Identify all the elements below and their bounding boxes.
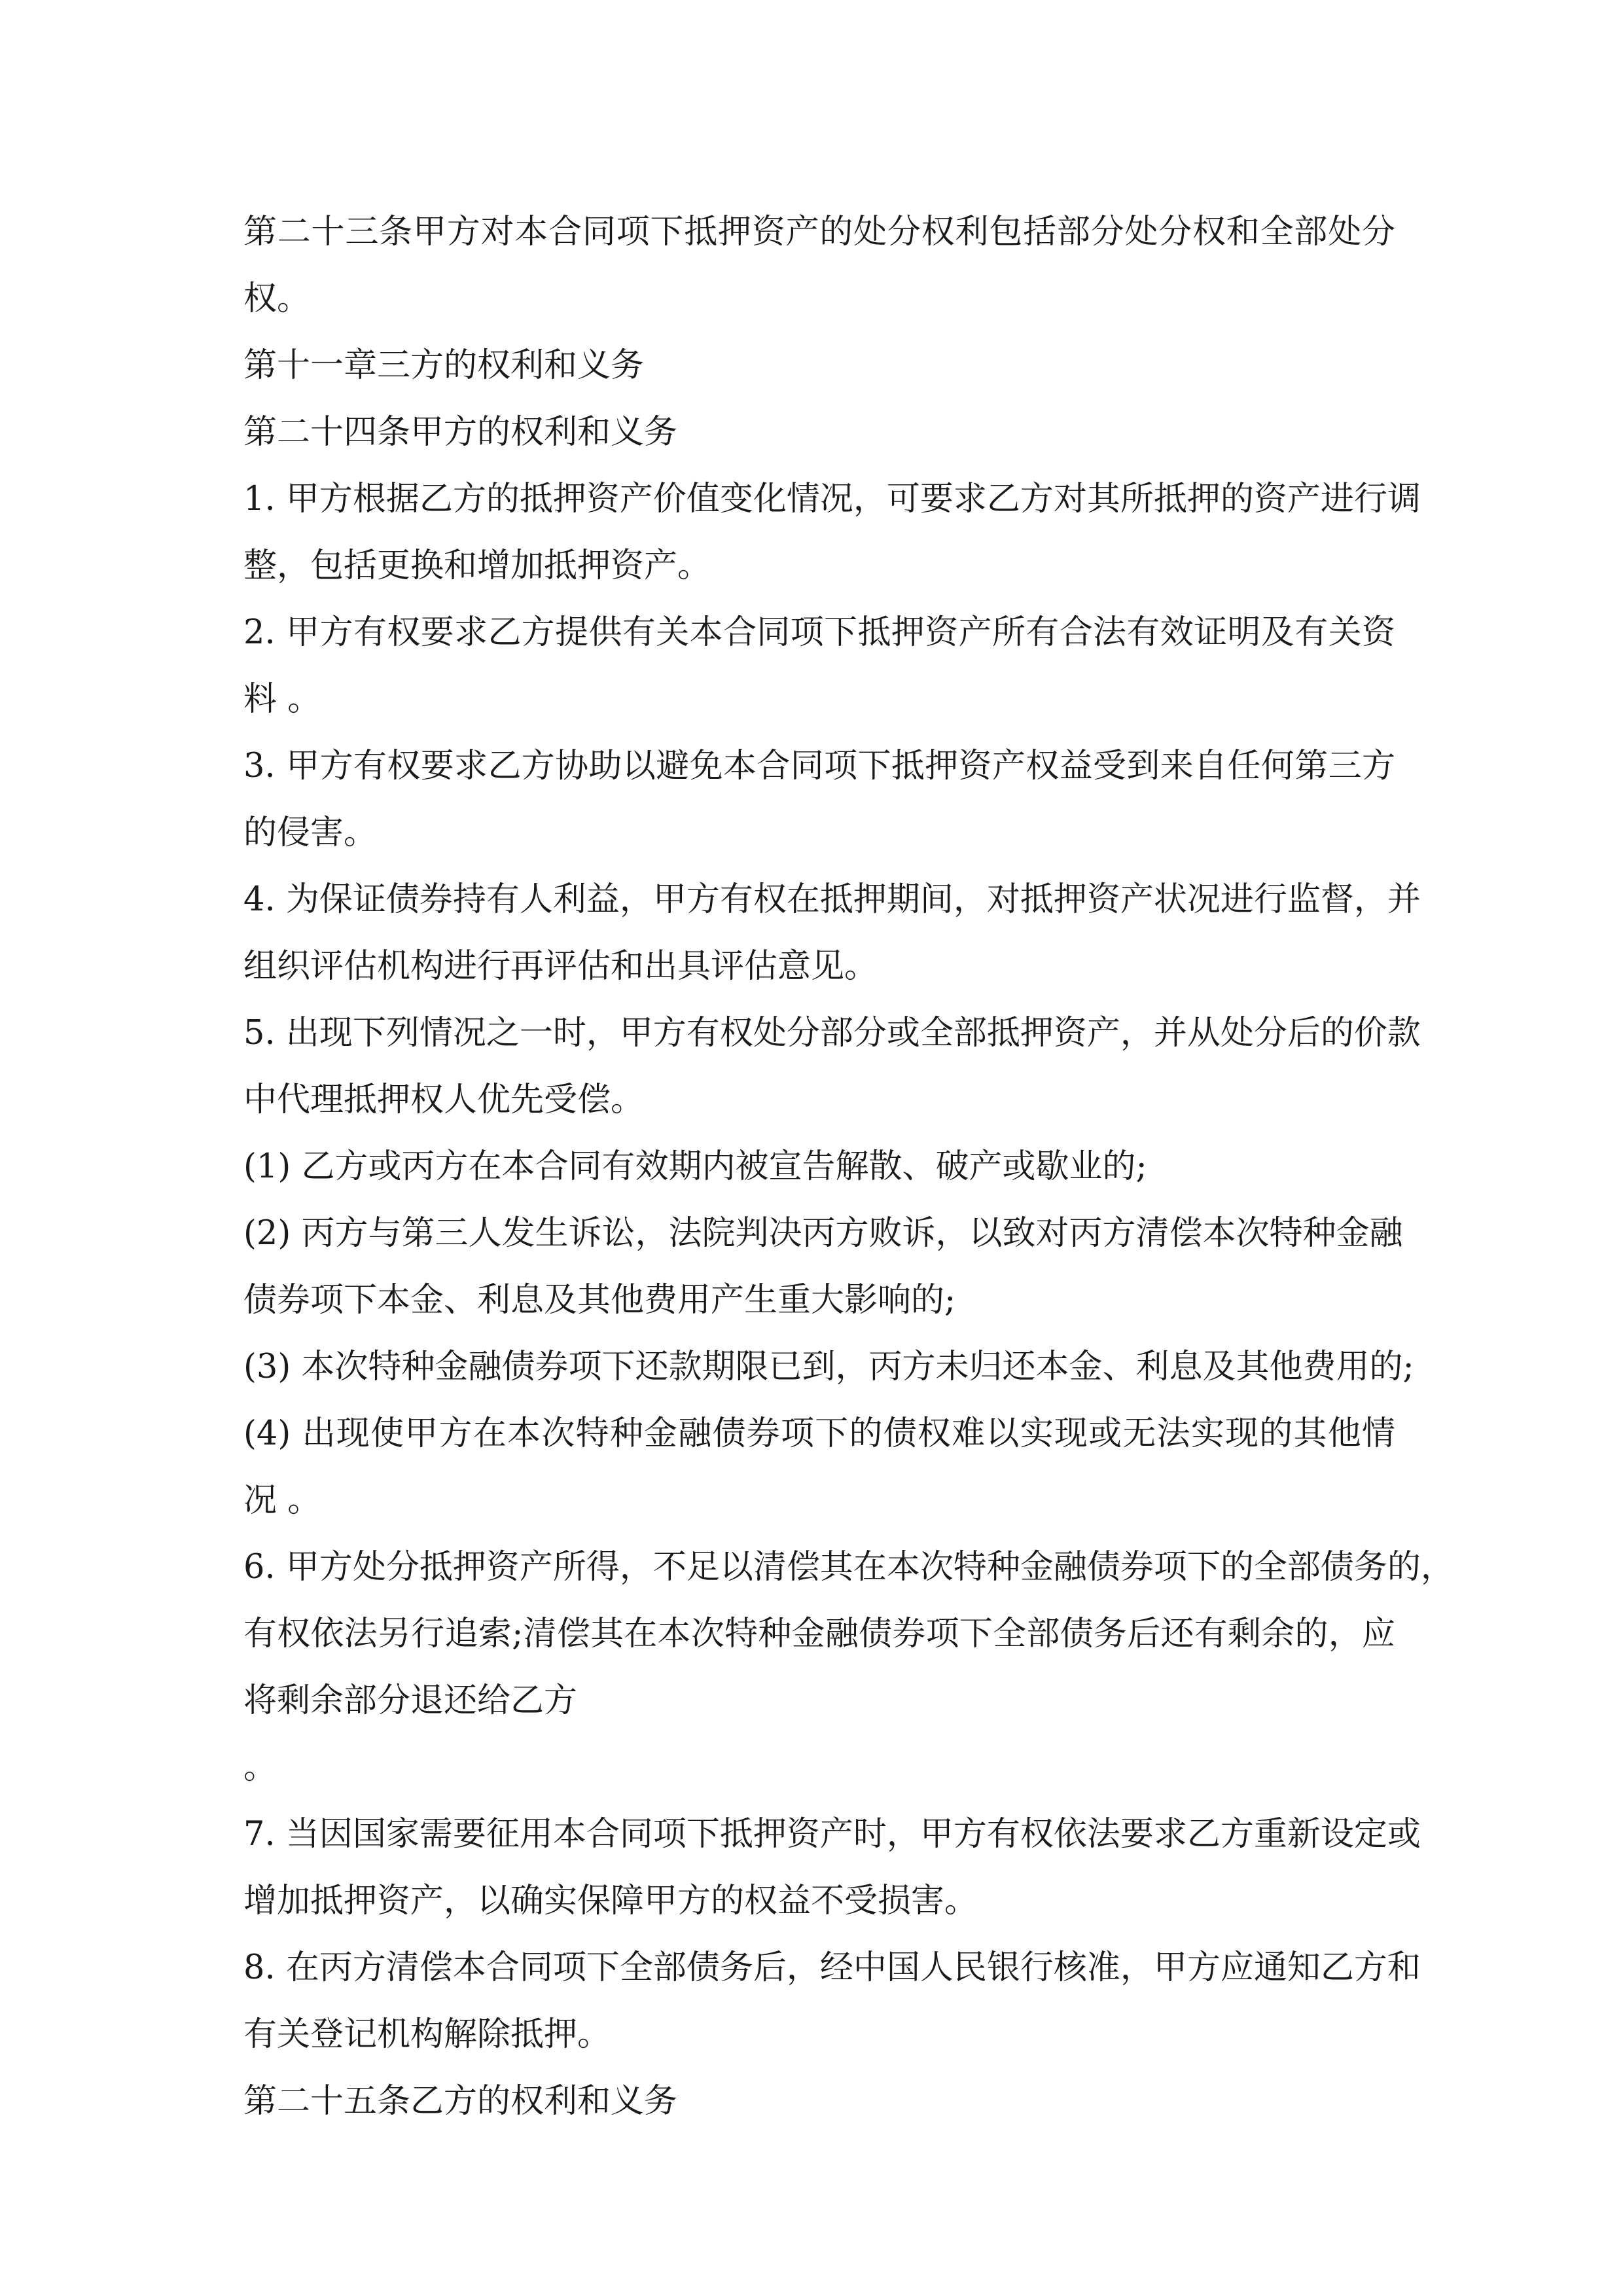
- text-line: 整，包括更换和增加抵押资产。: [243, 547, 711, 585]
- text-line: 有关登记机构解除抵押。: [243, 2015, 611, 2054]
- chapter-heading: 第十一章三方的权利和义务: [243, 346, 645, 385]
- text-line: 。: [243, 1748, 277, 1787]
- text-line: 8. 在丙方清偿本合同项下全部债务后，经中国人民银行核准，甲方应通知乙方和: [243, 1948, 1421, 1987]
- text-line: 7. 当因国家需要征用本合同项下抵押资产时，甲方有权依法要求乙方重新设定或: [243, 1815, 1421, 1854]
- text-line: 料 。: [243, 680, 321, 719]
- text-line: 有权依法另行追索;清偿其在本次特种金融债券项下全部债务后还有剩余的，应: [243, 1615, 1395, 1653]
- text-line: 中代理抵押权人优先受偿。: [243, 1081, 645, 1119]
- document-body: [243, 199, 1454, 2135]
- text-line: 第二十三条甲方对本合同项下抵押资产的处分权利包括部分处分权和全部处分: [243, 213, 1395, 251]
- text-line: 债券项下本金、利息及其他费用产生重大影响的;: [243, 1281, 956, 1319]
- text-line: 的侵害。: [243, 814, 378, 852]
- text-line: (3) 本次特种金融债券项下还款期限已到，丙方未归还本金、利息及其他费用的;: [243, 1348, 1414, 1386]
- text-line: 1. 甲方根据乙方的抵押资产价值变化情况，可要求乙方对其所抵押的资产进行调: [243, 480, 1421, 518]
- text-line: (1) 乙方或丙方在本合同有效期内被宣告解散、破产或歇业的;: [243, 1147, 1147, 1186]
- text-line: 5. 出现下列情况之一时，甲方有权处分部分或全部抵押资产，并从处分后的价款: [243, 1014, 1421, 1052]
- text-line: 3. 甲方有权要求乙方协助以避免本合同项下抵押资产权益受到来自任何第三方: [243, 747, 1395, 785]
- text-line: 增加抵押资产，以确实保障甲方的权益不受损害。: [243, 1882, 978, 1920]
- text-line: 6. 甲方处分抵押资产所得，不足以清偿其在本次特种金融债券项下的全部债务的，: [243, 1548, 1454, 1587]
- text-line: 4. 为保证债券持有人利益，甲方有权在抵押期间，对抵押资产状况进行监督，并: [243, 880, 1421, 919]
- text-line: 权。: [243, 279, 311, 318]
- article-heading: 第二十四条甲方的权利和义务: [243, 413, 678, 452]
- article-heading: 第二十五条乙方的权利和义务: [243, 2082, 678, 2121]
- text-line: (2) 丙方与第三人发生诉讼，法院判决丙方败诉，以致对丙方清偿本次特种金融: [243, 1214, 1403, 1253]
- text-line: 况 。: [243, 1481, 321, 1520]
- text-line: 组织评估机构进行再评估和出具评估意见。: [243, 947, 878, 986]
- text-line: (4) 出现使甲方在本次特种金融债券项下的债权难以实现或无法实现的其他情: [243, 1414, 1395, 1453]
- text-line: 将剩余部分退还给乙方: [243, 1681, 578, 1720]
- text-line: 2. 甲方有权要求乙方提供有关本合同项下抵押资产所有合法有效证明及有关资: [243, 613, 1395, 652]
